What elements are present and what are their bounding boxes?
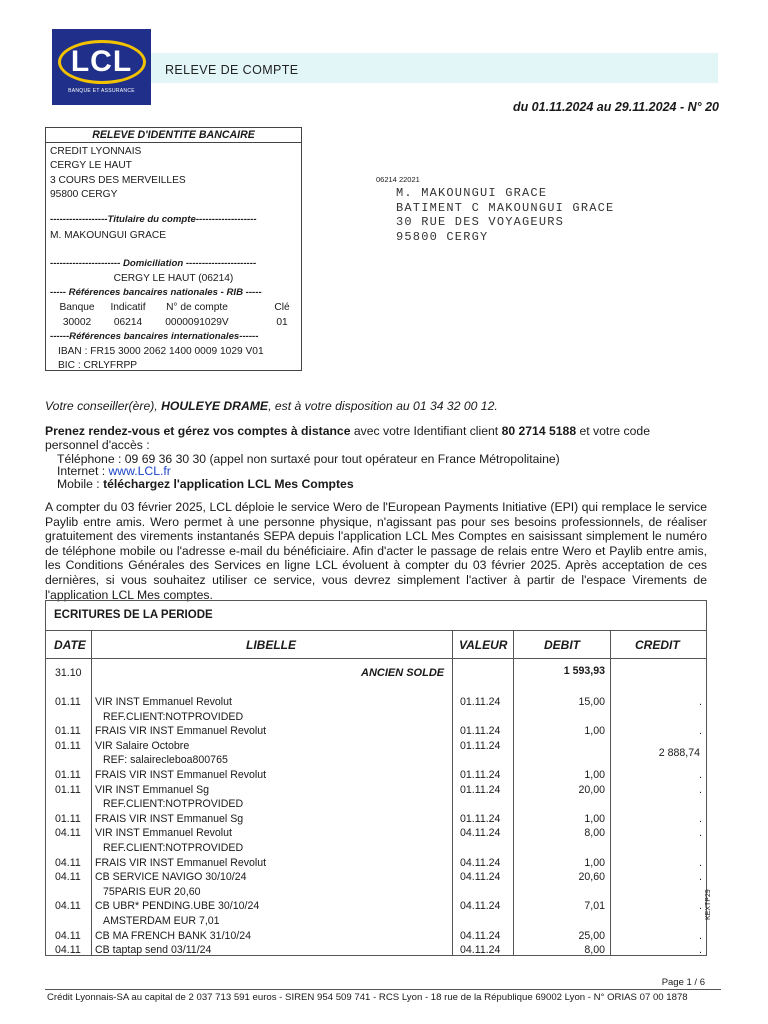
remote-access-line bbox=[45, 424, 650, 438]
row-label: CB taptap send 03/11/24 bbox=[95, 944, 212, 957]
row-date: 04.11 bbox=[55, 929, 81, 942]
row-credit: 2 888,74 bbox=[658, 746, 700, 759]
address-line: 95800 CERGY bbox=[396, 230, 489, 244]
remote-line2: personnel d'accès : bbox=[45, 438, 150, 452]
statement-period: du 01.11.2024 au 29.11.2024 - N° 20 bbox=[512, 100, 719, 114]
col-separator bbox=[91, 630, 92, 955]
rib-col-header: N° de compte bbox=[166, 302, 228, 313]
row-label: CB MA FRENCH BANK 31/10/24 bbox=[95, 929, 252, 942]
row-debit: 8,00 bbox=[584, 827, 605, 840]
row-marker: . bbox=[699, 827, 702, 840]
row-marker: . bbox=[699, 856, 702, 869]
rib-col-header: Banque bbox=[59, 302, 95, 313]
internet-line bbox=[57, 464, 171, 478]
footer-divider bbox=[45, 989, 721, 990]
row-debit: 7,01 bbox=[584, 900, 605, 913]
row-debit: 1,00 bbox=[584, 812, 605, 825]
row-marker: . bbox=[699, 783, 702, 796]
row-date: 04.11 bbox=[55, 871, 81, 884]
row-valeur: 01.11.24 bbox=[460, 783, 501, 796]
opening-label: ANCIEN SOLDE bbox=[361, 667, 445, 679]
row-label: CB UBR* PENDING.UBE 30/10/24 bbox=[95, 900, 260, 913]
internet-label: Internet : bbox=[57, 464, 109, 478]
rib-domiciliation: CERGY LE HAUT (06214) bbox=[113, 273, 234, 284]
logo-ring bbox=[58, 40, 146, 84]
row-detail: REF.CLIENT:NOTPROVIDED bbox=[103, 798, 244, 811]
header-libelle: LIBELLE bbox=[246, 638, 296, 652]
rib-bank-line: CERGY LE HAUT bbox=[50, 160, 132, 171]
row-label: FRAIS VIR INST Emmanuel Sg bbox=[95, 812, 244, 825]
row-marker: . bbox=[699, 871, 702, 884]
advisor-name: HOULEYE DRAME bbox=[161, 399, 269, 413]
advisor-suffix: , est à votre disposition au 01 34 32 00 12. bbox=[268, 399, 498, 413]
row-date: 01.11 bbox=[55, 783, 81, 796]
row-date: 01.11 bbox=[55, 812, 81, 825]
row-valeur: 04.11.24 bbox=[460, 900, 501, 913]
logo-subtitle: BANQUE ET ASSURANCE bbox=[68, 88, 135, 94]
remote-end: et votre code bbox=[576, 424, 650, 438]
rib-title: RELEVE D'IDENTITE BANCAIRE bbox=[46, 128, 301, 143]
side-code: KEXTP29 bbox=[705, 889, 712, 920]
header-credit: CREDIT bbox=[635, 638, 680, 652]
row-marker: . bbox=[699, 769, 702, 781]
col-separator bbox=[513, 630, 514, 955]
rib-bank-line: 3 COURS DES MERVEILLES bbox=[50, 175, 186, 186]
header-valeur: VALEUR bbox=[459, 638, 508, 652]
row-valeur: 01.11.24 bbox=[460, 769, 501, 781]
address-line: BATIMENT C MAKOUNGUI GRACE bbox=[396, 201, 615, 215]
row-marker: . bbox=[699, 812, 702, 825]
page-number: Page 1 / 6 bbox=[661, 977, 705, 988]
header-date: DATE bbox=[54, 638, 86, 652]
rib-bank-code: 30002 bbox=[62, 317, 92, 328]
row-debit: 1,00 bbox=[584, 769, 605, 781]
advisor-prefix: Votre conseiller(ère), bbox=[45, 399, 162, 413]
mobile-label: Mobile : bbox=[57, 477, 104, 491]
rib-box bbox=[45, 127, 302, 371]
rib-key: 01 bbox=[276, 317, 288, 328]
transactions-table bbox=[45, 600, 707, 956]
rib-account-number: 0000091029V bbox=[165, 317, 229, 328]
row-detail: REF.CLIENT:NOTPROVIDED bbox=[103, 842, 244, 854]
rib-col-header: Clé bbox=[274, 302, 290, 313]
row-label: FRAIS VIR INST Emmanuel Revolut bbox=[95, 725, 267, 738]
lcl-website-link[interactable]: www.LCL.fr bbox=[108, 464, 171, 478]
row-valeur: 04.11.24 bbox=[460, 944, 501, 957]
logo-text: LCL bbox=[70, 45, 133, 78]
row-marker: . bbox=[699, 944, 702, 957]
row-valeur: 04.11.24 bbox=[460, 827, 501, 840]
client-id: 80 2714 5188 bbox=[501, 424, 577, 438]
lcl-logo bbox=[52, 29, 151, 105]
row-valeur: 04.11.24 bbox=[460, 856, 501, 869]
rib-iban: IBAN : FR15 3000 2062 1400 0009 1029 V01 bbox=[58, 346, 264, 357]
row-debit: 25,00 bbox=[578, 929, 605, 942]
row-marker: . bbox=[699, 696, 702, 708]
row-label: VIR INST Emmanuel Sg bbox=[95, 783, 210, 796]
col-separator bbox=[452, 630, 453, 955]
rib-branch-code: 06214 bbox=[113, 317, 143, 328]
row-debit: 15,00 bbox=[578, 696, 605, 708]
row-date: 04.11 bbox=[55, 900, 81, 913]
row-label: VIR INST Emmanuel Revolut bbox=[95, 696, 232, 708]
row-valeur: 01.11.24 bbox=[460, 739, 501, 752]
remote-mid: avec votre Identifiant client bbox=[350, 424, 502, 438]
rib-col-header: Indicatif bbox=[110, 302, 146, 313]
document-title: RELEVE DE COMPTE bbox=[165, 63, 299, 77]
opening-debit: 1 593,93 bbox=[563, 665, 605, 677]
rib-bic: BIC : CRLYFRPP bbox=[58, 360, 138, 371]
row-valeur: 04.11.24 bbox=[460, 871, 501, 884]
remote-heading: Prenez rendez-vous et gérez vos comptes à distance bbox=[45, 424, 351, 438]
rib-holder-heading: ------------------Titulaire du compte------------------- bbox=[50, 214, 257, 225]
row-debit: 20,00 bbox=[578, 783, 605, 796]
header-debit: DEBIT bbox=[544, 638, 580, 652]
row-date: 04.11 bbox=[55, 944, 81, 957]
row-debit: 8,00 bbox=[584, 944, 605, 957]
phone-line: Téléphone : 09 69 36 30 30 (appel non surtaxé pour tout opérateur en France Métropolitaine) bbox=[57, 452, 560, 466]
rib-international-heading: ------Références bancaires internationales------ bbox=[50, 331, 259, 342]
opening-date: 31.10 bbox=[55, 667, 82, 679]
row-valeur: 01.11.24 bbox=[460, 812, 501, 825]
row-detail: 75PARIS EUR 20,60 bbox=[103, 885, 201, 898]
address-line: M. MAKOUNGUI GRACE bbox=[396, 186, 548, 200]
row-label: FRAIS VIR INST Emmanuel Revolut bbox=[95, 856, 267, 869]
mobile-app-text: téléchargez l'application LCL Mes Comptes bbox=[103, 477, 354, 491]
advisor-line bbox=[45, 399, 498, 413]
row-debit: 1,00 bbox=[584, 856, 605, 869]
row-detail: REF.CLIENT:NOTPROVIDED bbox=[103, 710, 244, 723]
row-valeur: 01.11.24 bbox=[460, 725, 501, 738]
rib-national-heading: ----- Références bancaires nationales - RIB ----- bbox=[50, 287, 262, 298]
table-title: ECRITURES DE LA PERIODE bbox=[54, 609, 213, 621]
rib-bank-line: CREDIT LYONNAIS bbox=[50, 146, 142, 157]
row-label: CB SERVICE NAVIGO 30/10/24 bbox=[95, 871, 247, 884]
row-detail: AMSTERDAM EUR 7,01 bbox=[103, 915, 220, 927]
row-valeur: 01.11.24 bbox=[460, 696, 501, 708]
legal-footer: Crédit Lyonnais-SA au capital de 2 037 713 591 euros - SIREN 954 509 741 - RCS Lyon - 18 rue de la République 69002 Lyon - N° ORIAS 07 00 1878 bbox=[47, 992, 688, 1003]
wero-notice: A compter du 03 février 2025, LCL déploie le service Wero de l'European Payments Initiative (EPI) qui remplace le service Paylib entre amis. Wero permet à une personne physique, n'agissant pas pour ses besoins professionnels, de réaliser gratuitement des virements instantanés SEPA depuis l'application LCL Mes Comptes en saisissant simplement le numéro de téléphone mobile ou l'adresse e-mail du bénéficiaire. Afin d'acter le passage de relais entre Wero et Paylib entre amis, les Conditions Générales des Services en ligne LCL évoluent à compter du 03 février 2025. Après acceptation de ces dernières, si vous souhaitez utiliser ce service, vous devrez simplement l'activer à partir de l'espace Virements de l'application LCL Mes comptes. bbox=[45, 500, 707, 602]
row-date: 01.11 bbox=[55, 769, 81, 781]
rib-bank-line: 95800 CERGY bbox=[50, 189, 118, 200]
rib-holder: M. MAKOUNGUI GRACE bbox=[50, 230, 167, 241]
rib-domiciliation-heading: ---------------------- Domiciliation ---------------------- bbox=[50, 258, 257, 269]
address-reference: 06214 22021 bbox=[376, 175, 420, 184]
row-date: 04.11 bbox=[55, 856, 81, 869]
row-label: VIR INST Emmanuel Revolut bbox=[95, 827, 232, 840]
row-marker: . bbox=[699, 929, 702, 942]
row-marker: . bbox=[699, 900, 702, 913]
row-date: 01.11 bbox=[55, 696, 81, 708]
row-valeur: 04.11.24 bbox=[460, 929, 501, 942]
row-marker: . bbox=[699, 725, 702, 738]
table-divider bbox=[46, 630, 706, 631]
row-label: FRAIS VIR INST Emmanuel Revolut bbox=[95, 769, 267, 781]
row-detail: REF: salairecleboa800765 bbox=[103, 754, 228, 767]
row-debit: 1,00 bbox=[584, 725, 605, 738]
col-separator bbox=[610, 630, 611, 955]
row-debit: 20,60 bbox=[578, 871, 605, 884]
address-line: 30 RUE DES VOYAGEURS bbox=[396, 215, 565, 229]
row-date: 04.11 bbox=[55, 827, 81, 840]
row-date: 01.11 bbox=[55, 739, 81, 752]
mobile-line bbox=[57, 477, 354, 491]
row-label: VIR Salaire Octobre bbox=[95, 739, 190, 752]
table-divider bbox=[46, 658, 706, 659]
row-date: 01.11 bbox=[55, 725, 81, 738]
